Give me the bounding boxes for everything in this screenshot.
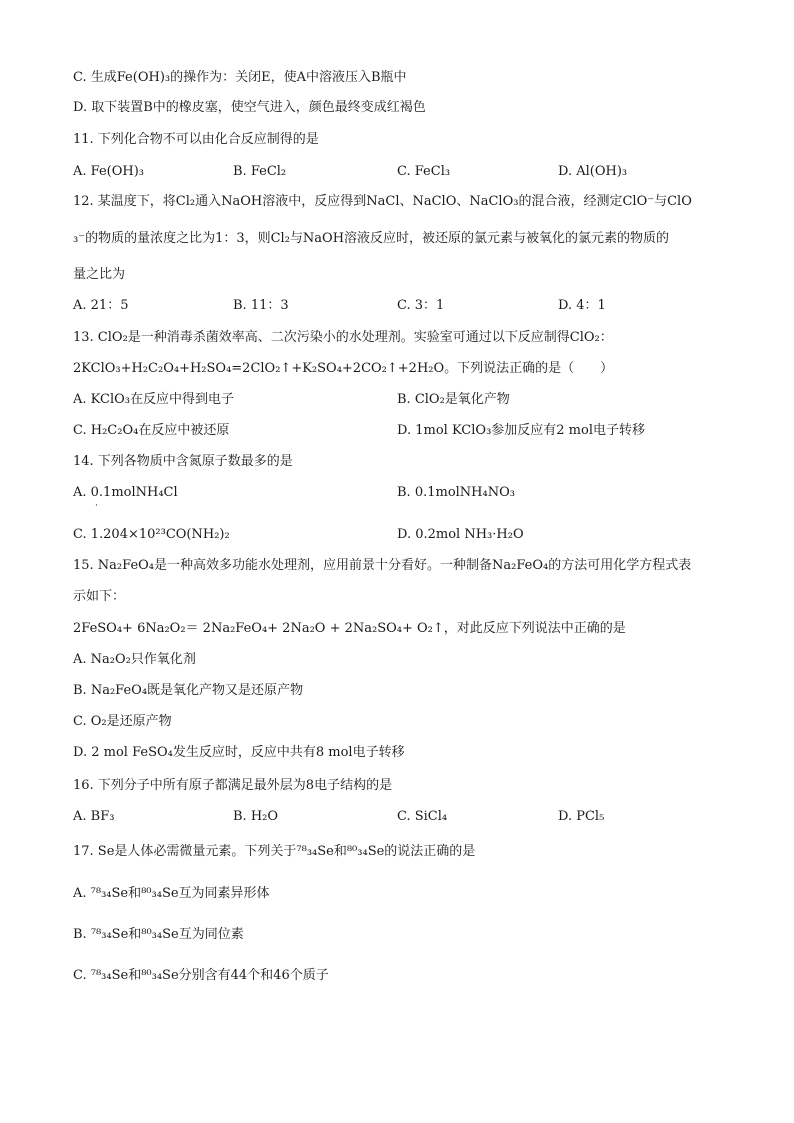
q12-stem-line-1: 12. 某温度下，将Cl₂通入NaOH溶液中，反应得到NaCl、NaClO、NaClO₃的混合液，经测定ClO⁻与ClO (73, 194, 692, 209)
q16-option-c: C. SiCl₄ (397, 809, 448, 824)
q13-option-d: D. 1mol KClO₃参加反应有2 mol电子转移 (397, 423, 645, 438)
q14-option-d: D. 0.2mol NH₃·H₂O (397, 527, 524, 542)
q15-stem-line-1: 15. Na₂FeO₄是一种高效多功能水处理剂，应用前景十分看好。一种制备Na₂FeO₄的方法可用化学方程式表 (73, 558, 692, 573)
q12-option-c: C. 3：1 (397, 298, 445, 313)
q17-option-c: C. ⁷⁸₃₄Se和⁸⁰₃₄Se分别含有44个和46个质子 (73, 968, 329, 983)
q14-option-b: B. 0.1molNH₄NO₃ (397, 485, 515, 500)
q11-stem: 11. 下列化合物不可以由化合反应制得的是 (73, 132, 319, 147)
q11-option-d: D. Al(OH)₃ (558, 164, 628, 179)
q10-option-c: C. 生成Fe(OH)₃的操作为：关闭E，使A中溶液压入B瓶中 (73, 70, 407, 85)
q17-stem: 17. Se是人体必需微量元素。下列关于⁷⁸₃₄Se和⁸⁰₃₄Se的说法正确的是 (73, 844, 476, 859)
q11-option-c: C. FeCl₃ (397, 164, 451, 179)
q16-option-b: B. H₂O (233, 809, 279, 824)
q12-option-a: A. 21：5 (73, 298, 129, 313)
q10-option-d: D. 取下装置B中的橡皮塞，使空气进入，颜色最终变成红褐色 (73, 100, 426, 115)
q16-option-a: A. BF₃ (73, 809, 115, 824)
q16-option-d: D. PCl₅ (558, 809, 605, 824)
q13-option-c: C. H₂C₂O₄在反应中被还原 (73, 423, 230, 438)
q14-stem: 14. 下列各物质中含氮原子数最多的是 (73, 454, 293, 469)
q11-option-b: B. FeCl₂ (233, 164, 287, 179)
q15-option-c: C. O₂是还原产物 (73, 714, 172, 729)
q12-stem-line-3: 量之比为 (73, 267, 126, 282)
q15-equation-line: 2FeSO₄+ 6Na₂O₂＝ 2Na₂FeO₄+ 2Na₂O + 2Na₂SO₄+ O₂↑，对此反应下列说法中正确的是 (73, 621, 626, 636)
q13-option-b: B. ClO₂是氧化产物 (397, 392, 510, 407)
q12-stem-line-2: ₃⁻的物质的量浓度之比为1：3，则Cl₂与NaOH溶液反应时，被还原的氯元素与被氧化的氯元素的物质的 (73, 231, 670, 246)
q15-option-d: D. 2 mol FeSO₄发生反应时，反应中共有8 mol电子转移 (73, 745, 405, 760)
q14-option-c: C. 1.204×10²³CO(NH₂)₂ (73, 527, 230, 542)
q11-option-a: A. Fe(OH)₃ (73, 164, 145, 179)
q13-stem-line-1: 13. ClO₂是一种消毒杀菌效率高、二次污染小的水处理剂。实验室可通过以下反应制得ClO₂： (73, 330, 613, 345)
q13-option-a: A. KClO₃在反应中得到电子 (73, 392, 234, 407)
q12-option-b: B. 11：3 (233, 298, 289, 313)
q16-stem: 16. 下列分子中所有原子都满足最外层为8电子结构的是 (73, 778, 393, 793)
q15-option-a: A. Na₂O₂只作氧化剂 (73, 652, 196, 667)
q15-stem-line-2: 示如下： (73, 589, 126, 604)
q17-option-a: A. ⁷⁸₃₄Se和⁸⁰₃₄Se互为同素异形体 (73, 886, 270, 901)
q14-option-a: A. 0.1molNH₄Cl (73, 485, 178, 500)
q15-option-b: B. Na₂FeO₄既是氧化产物又是还原产物 (73, 683, 304, 698)
q12-option-d: D. 4：1 (558, 298, 606, 313)
q13-equation-line: 2KClO₃+H₂C₂O₄+H₂SO₄=2ClO₂↑+K₂SO₄+2CO₂↑+2H₂O。下列说法正确的是（ ） (73, 361, 614, 376)
q17-option-b: B. ⁷⁸₃₄Se和⁸⁰₃₄Se互为同位素 (73, 927, 244, 942)
stray-dot-mark: · (95, 501, 98, 511)
